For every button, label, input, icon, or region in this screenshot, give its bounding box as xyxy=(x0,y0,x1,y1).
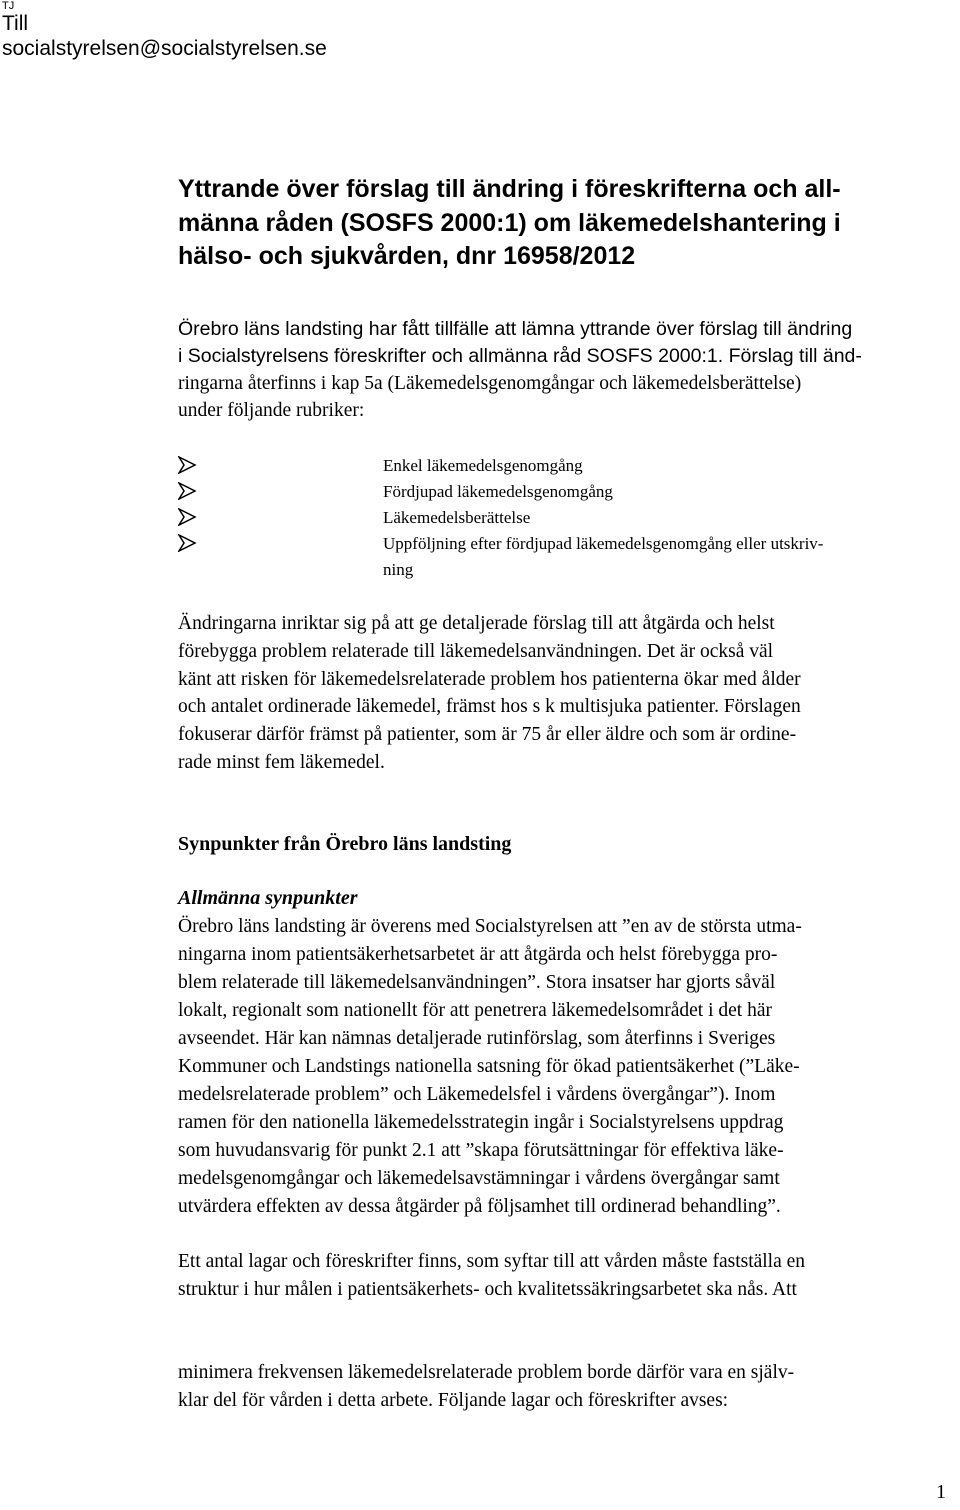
body-line: struktur i hur målen i patientsäkerhets- och kvalitetssäkringsarbetet ska nås. Att xyxy=(178,1279,797,1300)
intro-line: under följande rubriker: xyxy=(178,400,365,421)
arrowhead-bullet-icon xyxy=(178,482,198,505)
list-item-text: Läkemedelsberättelse xyxy=(383,508,531,527)
body-line: rade minst fem läkemedel. xyxy=(178,752,385,773)
intro-line: i Socialstyrelsens föreskrifter och allmänna råd SOSFS 2000:1. Förslag till änd- xyxy=(178,345,862,367)
arrowhead-bullet-icon xyxy=(178,534,198,557)
intro-line: ringarna återfinns i kap 5a (Läkemedelsgenomgångar och läkemedelsberättelse) xyxy=(178,373,802,394)
page-number: 1 xyxy=(936,1481,946,1503)
list-item-text: Enkel läkemedelsgenomgång xyxy=(383,456,583,475)
body-line: Ett antal lagar och föreskrifter finns, som syftar till att vården måste fastställa en xyxy=(178,1251,806,1272)
body-line: ningarna inom patientsäkerhetsarbetet är att åtgärda och helst förebygga pro- xyxy=(178,944,778,965)
body-line: avseendet. Här kan nämnas detaljerade rutinförslag, som återfinns i Sveriges xyxy=(178,1028,776,1049)
body-line: fokuserar därför främst på patienter, som är 75 år eller äldre och som är ordine- xyxy=(178,724,797,745)
list-item-text: Uppföljning efter fördjupad läkemedelsgenomgång eller utskriv- xyxy=(383,534,824,553)
body-line: som huvudansvarig för punkt 2.1 att ”skapa förutsättningar för effektiva läke- xyxy=(178,1140,784,1161)
subheading: Allmänna synpunkter xyxy=(178,887,358,909)
arrowhead-bullet-icon xyxy=(178,508,198,531)
body-line: och antalet ordinerade läkemedel, främst hos s k multisjuka patienter. Förslagen xyxy=(178,696,801,717)
arrowhead-bullet-icon xyxy=(178,456,198,479)
body-line: Ändringarna inriktar sig på att ge detaljerade förslag till att åtgärda och helst xyxy=(178,613,775,634)
body-line: lokalt, regionalt som nationellt för att penetrera läkemedelsområdet i det här xyxy=(178,1000,772,1021)
recipient-label: Till xyxy=(2,12,29,35)
body-line: ramen för den nationella läkemedelsstrategin ingår i Socialstyrelsens uppdrag xyxy=(178,1112,784,1133)
body-line: Kommuner och Landstings nationella satsning för ökad patientsäkerhet (”Läke- xyxy=(178,1056,800,1077)
body-line: utvärdera effekten av dessa åtgärder på följsamhet till ordinerad behandling”. xyxy=(178,1196,781,1217)
intro-line: Örebro läns landsting har fått tillfälle att lämna yttrande över förslag till ändring xyxy=(178,318,853,340)
document-title-line: männa råden (SOSFS 2000:1) om läkemedelshantering i xyxy=(178,209,841,237)
body-line: minimera frekvensen läkemedelsrelaterade problem borde därför vara en själv- xyxy=(178,1362,795,1383)
document-title-line: Yttrande över förslag till ändring i föreskrifterna och all- xyxy=(178,175,841,203)
author-initials: TJ xyxy=(2,0,15,12)
body-line: klar del för vården i detta arbete. Följande lagar och föreskrifter avses: xyxy=(178,1390,729,1411)
body-line: Örebro läns landsting är överens med Socialstyrelsen att ”en av de största utma- xyxy=(178,916,802,937)
body-line: medelsrelaterade problem” och Läkemedelsfel i vårdens övergångar”). Inom xyxy=(178,1084,776,1105)
list-item-text: ning xyxy=(383,560,414,579)
body-line: känt att risken för läkemedelsrelaterade problem hos patienterna ökar med ålder xyxy=(178,669,801,690)
section-heading: Synpunkter från Örebro läns landsting xyxy=(178,833,512,855)
recipient-email: socialstyrelsen@socialstyrelsen.se xyxy=(2,37,327,60)
document-title-line: hälso- och sjukvården, dnr 16958/2012 xyxy=(178,242,636,270)
body-line: blem relaterade till läkemedelsanvändningen”. Stora insatser har gjorts såväl xyxy=(178,972,776,993)
body-line: förebygga problem relaterade till läkemedelsanvändningen. Det är också väl xyxy=(178,641,774,662)
list-item-text: Fördjupad läkemedelsgenomgång xyxy=(383,482,613,501)
body-line: medelsgenomgångar och läkemedelsavstämningar i vårdens övergångar samt xyxy=(178,1168,780,1189)
